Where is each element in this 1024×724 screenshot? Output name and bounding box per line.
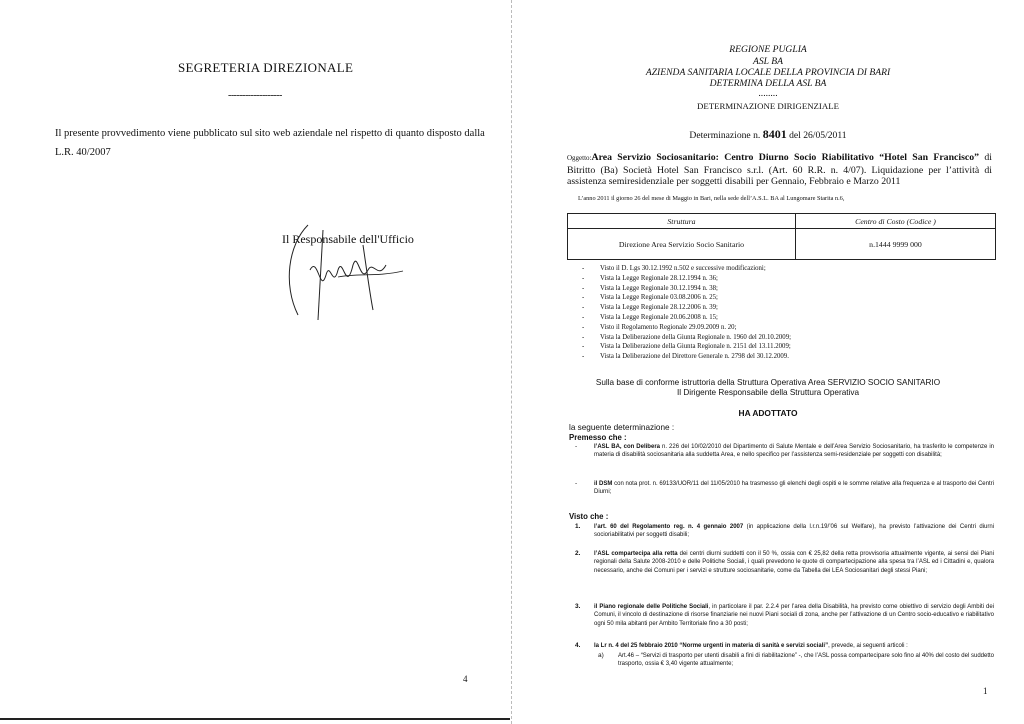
- list-item: - Vista la Legge Regionale 03.08.2006 n. 25;: [582, 293, 791, 303]
- seguente-determinazione: la seguente determinazione :: [569, 423, 675, 432]
- list-item: - Vista la Legge Regionale 28.12.2006 n. 39;: [582, 303, 791, 313]
- list-item: - Vista la Legge Regionale 30.12.1994 n. 38;: [582, 284, 791, 294]
- oggetto-text: di Bitritto (Ba) Società Hotel San Francisco s.r.l. (Art. 60 R.R. n. 4/07). Liquidazione per l’attività di assistenza semiresidenziale per soggetti disabili per Gennaio, Febbraio e Marzo 2011: [567, 152, 992, 187]
- determination-prefix: Determinazione n.: [689, 130, 761, 141]
- dirigente-text: Il Dirigente Responsabile della Struttura Operativa: [676, 388, 860, 397]
- visto-item-bold: l’art. 60 del Regolamento reg. n. 4 gennaio 2007: [594, 524, 744, 530]
- visto-item-1: [594, 523, 994, 540]
- page-number: 1: [983, 686, 988, 696]
- premesso-item-text: n. 226 del 10/02/2010 del Dipartimento di Salute Mentale e dell’Area Servizio Sociosanitario, ha trasferito le competenze in materia di disabilità sociosanitaria alla suddetta Area, e nello specifico per l’assistenza semi-residenziale per soggetti con disabilità;: [594, 444, 995, 459]
- list-item: - Vista la Deliberazione del Direttore Generale n. 2798 del 30.12.2009.: [582, 352, 791, 362]
- centro-costo-value: n.1444 9999 000: [796, 229, 996, 260]
- visto-item-text: , prevede, ai seguenti articoli :: [828, 643, 908, 649]
- premesso-item-1: [594, 443, 994, 460]
- header-determina: DETERMINA DELLA ASL BA: [709, 78, 827, 89]
- visto-item-3: [594, 603, 994, 628]
- sulla-base-text: Sulla base di conforme istruttoria della Struttura Operativa Area SERVIZIO SOCIO SANITARIO: [595, 378, 941, 387]
- determination-date: del 26/05/2011: [789, 130, 847, 141]
- visti-list: [582, 264, 791, 362]
- premesso-item-bold: il DSM: [594, 481, 613, 487]
- visto-item-2: [594, 550, 994, 575]
- bullet-dash: -: [575, 480, 578, 487]
- bottom-rule: [0, 718, 510, 720]
- publication-text: Il presente provvedimento viene pubblicato sul sito web aziendale nel rispetto di quanto disposto dalla L.R. 40/2007: [55, 128, 485, 158]
- determination-number-line: [512, 127, 1024, 142]
- list-item: - Vista la Deliberazione della Giunta Regionale n. 2151 del 13.11.2009;: [582, 342, 791, 352]
- list-item: - Visto il Regolamento Regionale 29.09.2009 n. 20;: [582, 323, 791, 333]
- segreteria-title: SEGRETERIA DIREZIONALE: [178, 60, 354, 75]
- visto-item-text: , in particolare il par. 2.2.4 per l’area della Disabilità, ha previsto come obiettivo di servizio degli Ambiti dei Comuni, il vincolo di destinazione di risorse finanziarie nei nuovi Piani sociali di zona, anche per l’attivazione di un Centro socio-educativo e riabilitativo ogni 50 mila abitanti per Ambito Territoriale fino a 30 posti;: [594, 604, 995, 627]
- right-page: [512, 0, 1024, 724]
- visto-item-text: dei centri diurni suddetti con il 50 %, ossia con € 25,82 della retta provvisoria attualmente vigente, ai sensi dei Piani regionali della Salute 2008-2010 e delle Politiche Sociali, i quali prevedono le quote di compartecipazione alla spesa tra l’ASL ed i Cittadini e, qualora necessario, anche dei Comuni per i servizi e strutture sociosanitarie, come da Tabella dei LEA Sociosanitari degli stessi Piani;: [594, 551, 994, 574]
- struttura-value: Direzione Area Servizio Socio Sanitario: [568, 229, 796, 260]
- sub-item-label: a): [598, 652, 604, 659]
- premesso-item-2: [594, 480, 994, 497]
- ha-adottato-heading: HA ADOTTATO: [738, 408, 798, 418]
- visto-item-4: [594, 642, 994, 650]
- list-item: - Vista la Legge Regionale 28.12.1994 n. 36;: [582, 274, 791, 284]
- handwritten-signature: [278, 215, 438, 325]
- oggetto-label: Oggetto:: [567, 154, 592, 162]
- signature-caption: Il Responsabile dell'Ufficio: [282, 232, 414, 246]
- title-dashes: -------------------: [228, 90, 282, 101]
- item-number: 3.: [575, 603, 581, 610]
- oggetto-block: [567, 152, 992, 188]
- oggetto-bold: Area Servizio Sociosanitario: Centro Diurno Socio Riabilitativo “Hotel San Francisco”: [591, 152, 980, 163]
- determination-number: 8401: [762, 127, 787, 141]
- visto-che-heading: Visto che :: [569, 512, 609, 521]
- list-item: - Visto il D. Lgs 30.12.1992 n.502 e successive modificazioni;: [582, 264, 791, 274]
- struttura-table: [567, 213, 996, 260]
- item-number: 2.: [575, 550, 581, 557]
- visto-item-text: (in applicazione della l.r.n.19/’06 sul Welfare), ha previsto l’attivazione dei Centri diurni socioriabilitativi per soggetti disabili;: [594, 524, 994, 539]
- sub-item-text: Art.46 – “Servizi di trasporto per utenti disabili a fini di riabilitazione” -, che l’ASL possa compartecipare solo fino al 40% del costo del suddetto trasporto, ossia € 3,40 vigente attualmente;: [618, 653, 994, 668]
- header-dots: ........: [758, 88, 778, 99]
- page-number: 4: [463, 674, 468, 684]
- header-asl: ASL BA: [753, 56, 783, 67]
- list-item: - Vista la Deliberazione della Giunta Regionale n. 1960 del 20.10.2009;: [582, 333, 791, 343]
- struttura-header: Struttura: [568, 214, 796, 229]
- list-item: - Vista la Legge Regionale 20.06.2008 n. 15;: [582, 313, 791, 323]
- centro-costo-header: Centro di Costo (Codice ): [796, 214, 996, 229]
- item-number: 1.: [575, 523, 581, 530]
- premesso-item-bold: l’ASL BA, con Delibera: [594, 444, 660, 450]
- header-azienda: AZIENDA SANITARIA LOCALE DELLA PROVINCIA DI BARI: [645, 67, 891, 78]
- visto-item-bold: l’ASL compartecipa alla retta: [594, 551, 678, 557]
- determinazione-dirigenziale: DETERMINAZIONE DIRIGENZIALE: [697, 101, 839, 111]
- visto-item-bold: la Lr n. 4 del 25 febbraio 2010 “Norme urgenti in materia di sanità e servizi sociali”: [594, 643, 829, 649]
- item-number: 4.: [575, 642, 581, 649]
- premesso-item-text: con nota prot. n. 69133/UOR/11 del 11/05/2010 ha trasmesso gli elenchi degli ospiti e le somme relative alla frequenza e al trasporto dei Centri Diurni;: [594, 481, 994, 496]
- header-region: REGIONE PUGLIA: [729, 44, 807, 55]
- bullet-dash: -: [575, 443, 578, 450]
- visto-item-bold: il Piano regionale delle Politiche Sociali: [594, 604, 709, 610]
- anno-line: L’anno 2011 il giorno 26 del mese di Maggio in Bari, nella sede dell’A.S.L. BA al Lungomare Starita n.6,: [578, 195, 845, 202]
- premesso-che-heading: Premesso che :: [569, 433, 627, 442]
